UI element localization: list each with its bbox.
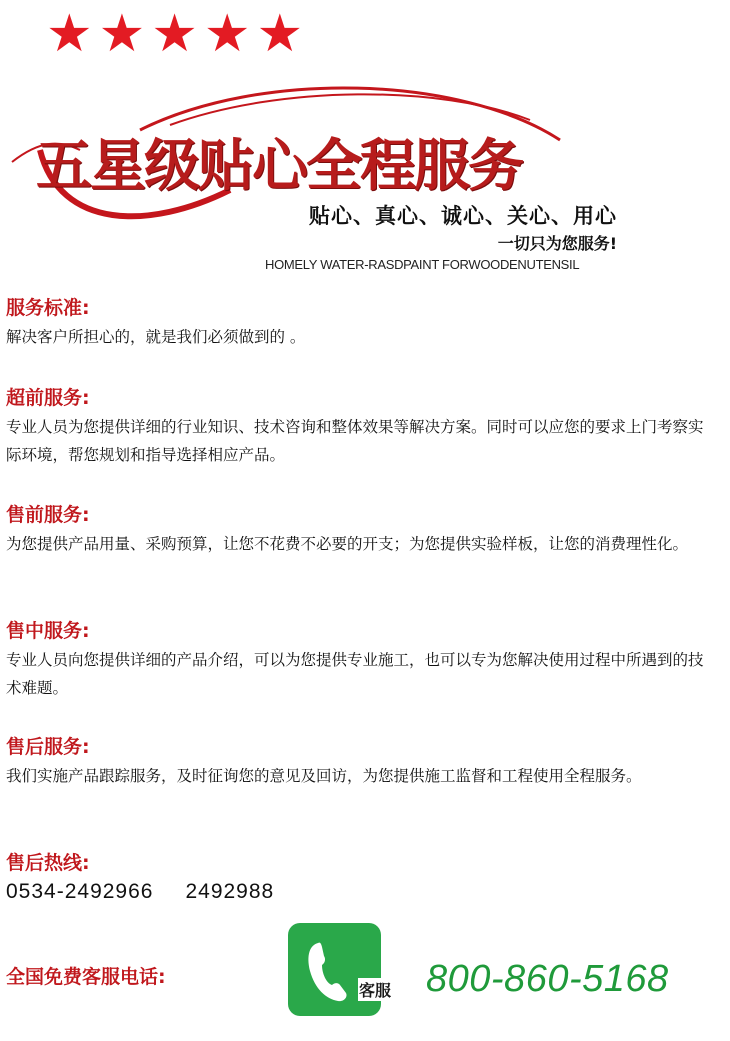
section-body: 专业人员向您提供详细的产品介绍，可以为您提供专业施工，也可以专为您解决使用过程中所遇到的技术难题。 bbox=[6, 651, 704, 697]
english-subtitle: HOMELY WATER-RASDPAINT FORWOODENUTENSIL bbox=[265, 257, 580, 272]
section-presale-service bbox=[6, 502, 718, 558]
section-body: 专业人员为您提供详细的行业知识、技术咨询和整体效果等解决方案。同时可以应您的要求上门考察实际环境，帮您规划和指导选择相应产品。 bbox=[6, 418, 704, 464]
star-icon: ★ bbox=[46, 4, 93, 64]
section-aftersale-service bbox=[6, 734, 718, 790]
customer-service-caption: 客服 bbox=[358, 978, 392, 1001]
section-advance-service bbox=[6, 385, 718, 469]
section-heading: 服务标准: bbox=[6, 297, 90, 319]
section-heading: 售中服务: bbox=[6, 620, 90, 642]
section-heading: 售后服务: bbox=[6, 736, 90, 758]
hotline-number-primary[interactable]: 0534-2492966 bbox=[6, 880, 154, 903]
star-icon: ★ bbox=[98, 4, 146, 64]
page-title: 五星级贴心全程服务 bbox=[36, 134, 522, 199]
section-heading: 超前服务: bbox=[6, 387, 90, 409]
star-icon: ★ bbox=[256, 4, 304, 64]
tollfree-number[interactable]: 800-860-5168 bbox=[426, 958, 669, 1000]
section-insale-service bbox=[6, 618, 718, 702]
hotline-numbers bbox=[6, 880, 718, 904]
section-body: 我们实施产品跟踪服务，及时征询您的意见及回访，为您提供施工监督和工程使用全程服务。 bbox=[6, 767, 642, 785]
section-body: 为您提供产品用量、采购预算，让您不花费不必要的开支；为您提供实验样板，让您的消费理性化。 bbox=[6, 535, 689, 553]
star-icon: ★ bbox=[151, 4, 198, 64]
hotline-number-secondary[interactable]: 2492988 bbox=[185, 880, 275, 903]
phone-icon bbox=[288, 923, 381, 1016]
tagline: 贴心、真心、诚心、关心、用心 bbox=[309, 204, 617, 228]
star-icon: ★ bbox=[203, 4, 251, 64]
hotline-heading: 售后热线: bbox=[6, 852, 90, 874]
tollfree-label: 全国免费客服电话: bbox=[6, 966, 166, 988]
five-star-rating bbox=[46, 4, 304, 64]
slogan: 一切只为您服务! bbox=[497, 234, 617, 253]
section-heading: 售前服务: bbox=[6, 504, 90, 526]
section-hotline bbox=[6, 850, 718, 904]
section-service-standard bbox=[6, 295, 718, 351]
section-body: 解决客户所担心的，就是我们必须做到的 。 bbox=[6, 328, 306, 346]
